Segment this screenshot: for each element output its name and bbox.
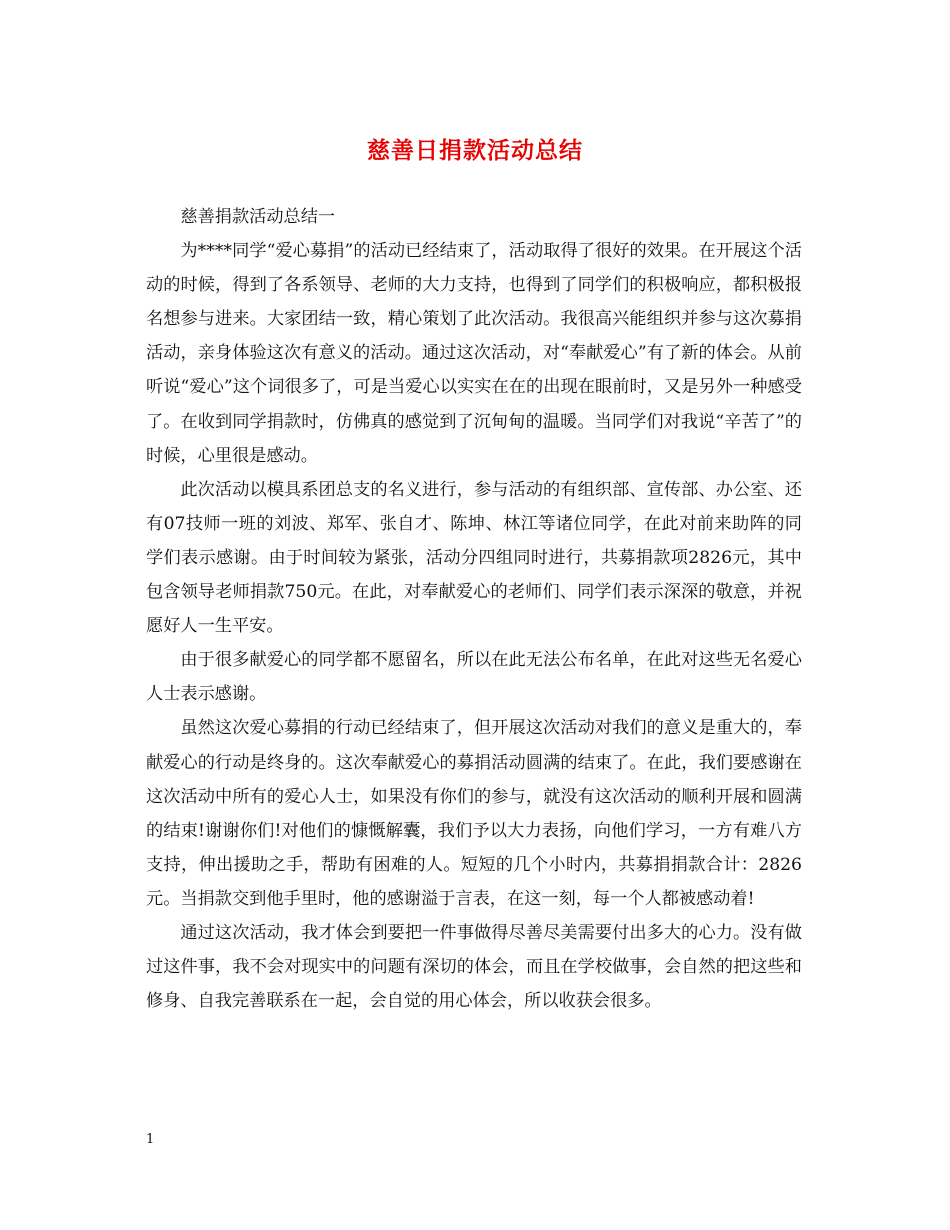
paragraph: 通过这次活动，我才体会到要把一件事做得尽善尽美需要付出多大的心力。没有做过这件事，我不会对现实中的问题有深切的体会，而且在学校做事，会自然的把这些和修身、自我完善联系在一起，会自觉的用心体会，所以收获会很多。 <box>146 922 802 1012</box>
paragraph: 由于很多献爱心的同学都不愿留名，所以在此无法公布名单，在此对这些无名爱心人士表示感谢。 <box>146 650 802 705</box>
paragraph: 虽然这次爱心募捐的行动已经结束了，但开展这次活动对我们的意义是重大的，奉献爱心的行动是终身的。这次奉献爱心的募捐活动圆满的结束了。在此，我们要感谢在这次活动中所有的爱心人士，如果没有你们的参与，就没有这次活动的顺利开展和圆满的结束!谢谢你们!对他们的慷慨解囊，我们予以大力表扬，向他们学习，一方有难八方支持，伸出援助之手，帮助有困难的人。短短的几个小时内，共募捐捐款合计：2826元。当捐款交到他手里时，他的感谢溢于言表，在这一刻，每一个人都被感动着! <box>146 718 802 909</box>
page-number: 1 <box>146 1132 155 1147</box>
document-title: 慈善日捐款活动总结 <box>367 138 583 164</box>
paragraph: 此次活动以模具系团总支的名义进行，参与活动的有组织部、宣传部、办公室、还有07技师一班的刘波、郑军、张自才、陈坤、林江等诸位同学，在此对前来助阵的同学们表示感谢。由于时间较为紧张，活动分四组同时进行，共募捐款项2826元，其中包含领导老师捐款750元。在此，对奉献爱心的老师们、同学们表示深深的敬意，并祝愿好人一生平安。 <box>146 479 802 637</box>
document-body <box>146 200 802 1018</box>
section-heading: 慈善捐款活动总结一 <box>180 207 336 227</box>
paragraph: 为****同学“爱心募捐”的活动已经结束了，活动取得了很好的效果。在开展这个活动的时候，得到了各系领导、老师的大力支持，也得到了同学们的积极响应，都积极报名想参与进来。大家团结一致，精心策划了此次活动。我很高兴能组织并参与这次募捐活动，亲身体验这次有意义的活动。通过这次活动，对“奉献爱心”有了新的体会。从前听说“爱心”这个词很多了，可是当爱心以实实在在的出现在眼前时，又是另外一种感受了。在收到同学捐款时，仿佛真的感觉到了沉甸甸的温暖。当同学们对我说“辛苦了”的时候，心里很是感动。 <box>146 241 802 466</box>
